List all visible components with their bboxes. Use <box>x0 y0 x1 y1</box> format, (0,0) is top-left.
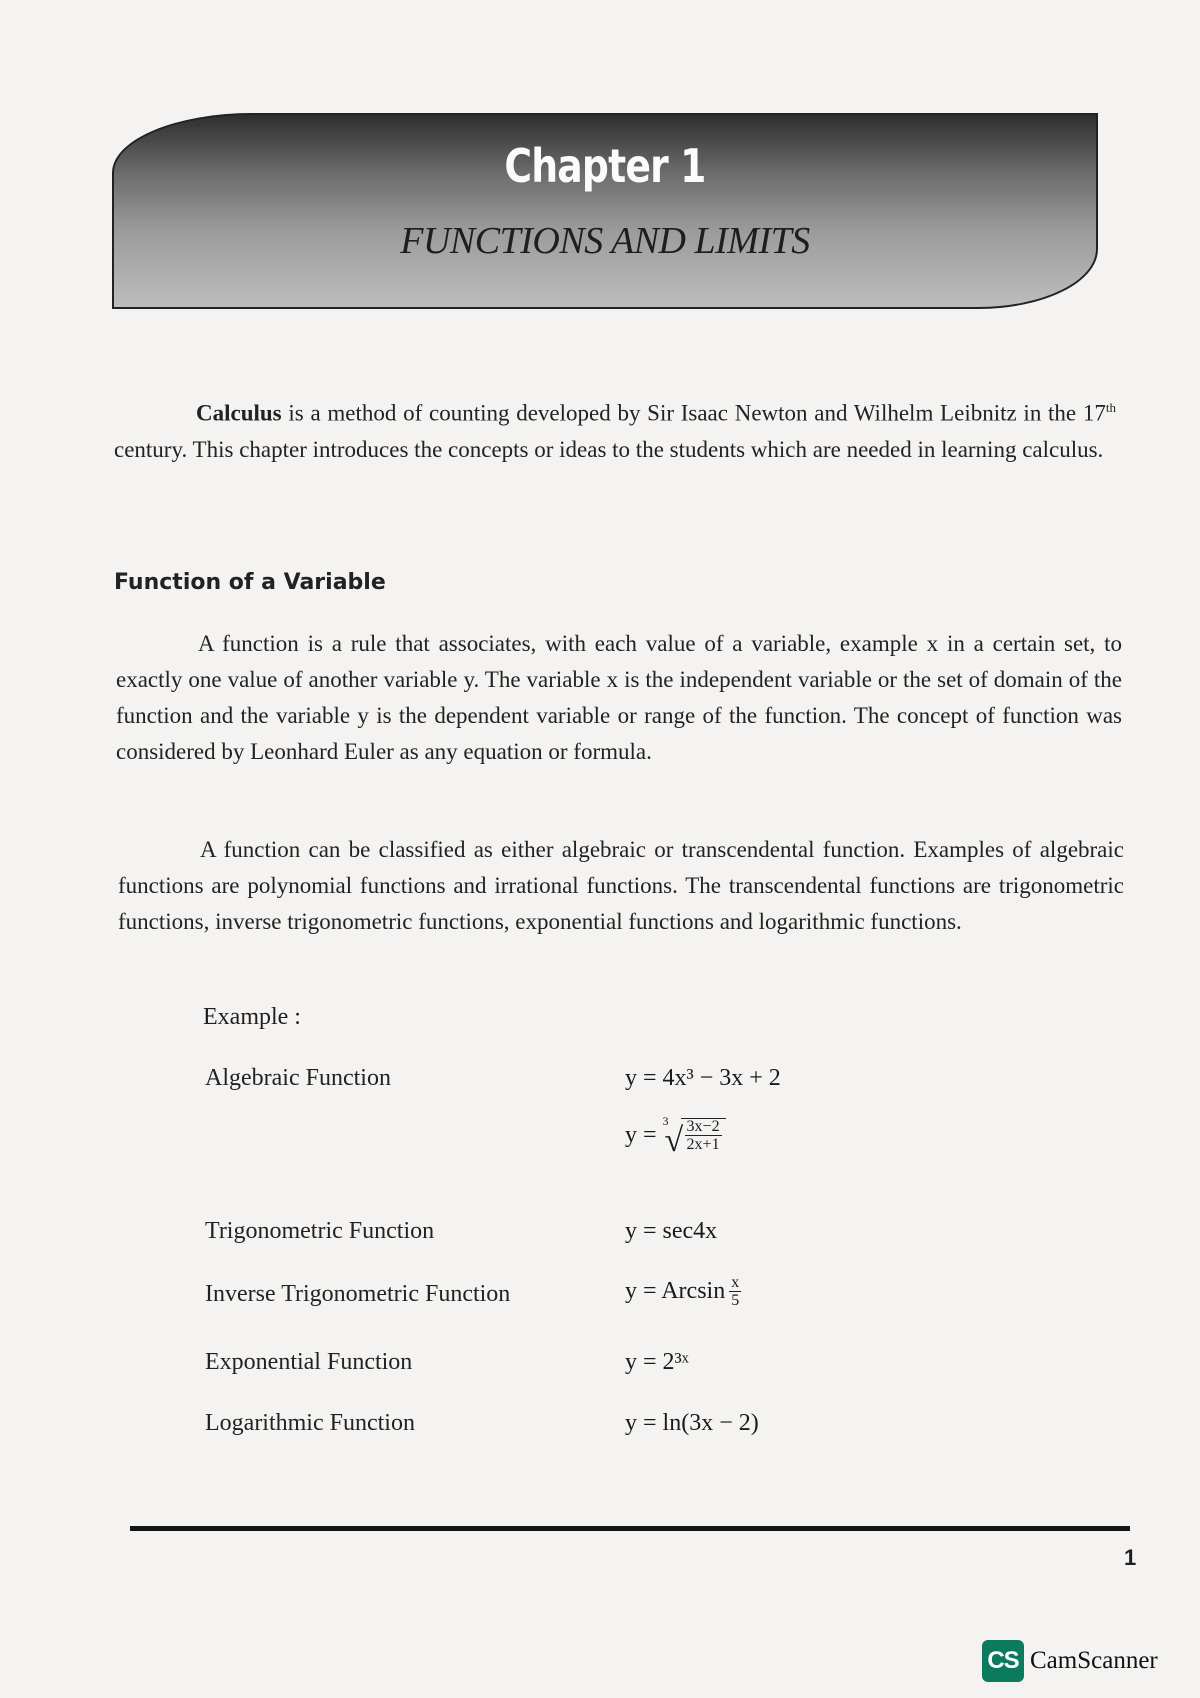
radical-sign-icon: √ <box>664 1122 684 1159</box>
example-label-exponential: Exponential Function <box>205 1349 413 1375</box>
intro-bold-term: Calculus <box>196 400 282 426</box>
page-number: 1 <box>1124 1545 1137 1570</box>
intro-paragraph <box>114 390 1116 468</box>
equation-inverse-trigonometric <box>625 1274 741 1309</box>
example-label-inverse-trigonometric: Inverse Trigonometric Function <box>205 1281 511 1307</box>
equation-exponential: y = 2³ˣ <box>625 1349 689 1375</box>
chapter-title: FUNCTIONS AND LIMITS <box>400 220 810 262</box>
example-label-trigonometric: Trigonometric Function <box>205 1218 435 1244</box>
camscanner-watermark <box>982 1640 1158 1682</box>
section-heading: Function of a Variable <box>114 570 386 595</box>
cube-root-symbol <box>661 1114 726 1159</box>
example-label: Example : <box>203 1004 301 1030</box>
arcsin-denominator: 5 <box>731 1292 740 1309</box>
definition-text: A function is a rule that associates, with each value of a variable, example x in a certain set, to exactly one value of another variable y. The variable x is the independent variable or the set of domain of the function and the variable y is the dependent variable or range of the function. The concept of function was considered by Leonhard Euler as any equation or formula. <box>116 631 1122 764</box>
equation-logarithmic: y = ln(3x − 2) <box>625 1410 759 1436</box>
arcsin-lhs: y = Arcsin <box>625 1278 726 1304</box>
intro-text-a: is a method of counting developed by Sir Isaac Newton and Wilhelm Leibnitz in the 17 <box>281 400 1106 426</box>
footer-rule <box>130 1526 1130 1531</box>
chapter-banner <box>112 113 1098 309</box>
camscanner-name: CamScanner <box>1030 1647 1158 1674</box>
example-label-algebraic: Algebraic Function <box>205 1065 391 1091</box>
radicand-numerator: 3x−2 <box>686 1118 720 1135</box>
arcsin-numerator: x <box>731 1274 740 1291</box>
intro-superscript: th <box>1105 400 1116 415</box>
radicand-denominator: 2x+1 <box>686 1136 720 1153</box>
root-index: 3 <box>662 1114 669 1128</box>
intro-text-b: century. This chapter introduces the concepts or ideas to the students which are needed in learning calculus. <box>114 436 1104 462</box>
example-label-logarithmic: Logarithmic Function <box>205 1410 415 1436</box>
classification-text: A function can be classified as either algebraic or transcendental function. Examples of algebraic functions are polynomial functions and irrational functions. The transcendental functions are trigonometric functions, inverse trigonometric functions, exponential functions and logarithmic functions. <box>118 837 1124 934</box>
equation-trigonometric: y = sec4x <box>625 1218 718 1244</box>
definition-paragraph <box>116 626 1122 770</box>
camscanner-logo-icon: CS <box>982 1640 1024 1682</box>
chapter-number: Chapter 1 <box>504 139 706 193</box>
classification-paragraph <box>118 832 1124 940</box>
equation-algebraic: y = 4x³ − 3x + 2 <box>625 1065 781 1091</box>
radical-lhs: y = <box>625 1122 657 1148</box>
equation-algebraic-radical <box>625 1114 726 1159</box>
